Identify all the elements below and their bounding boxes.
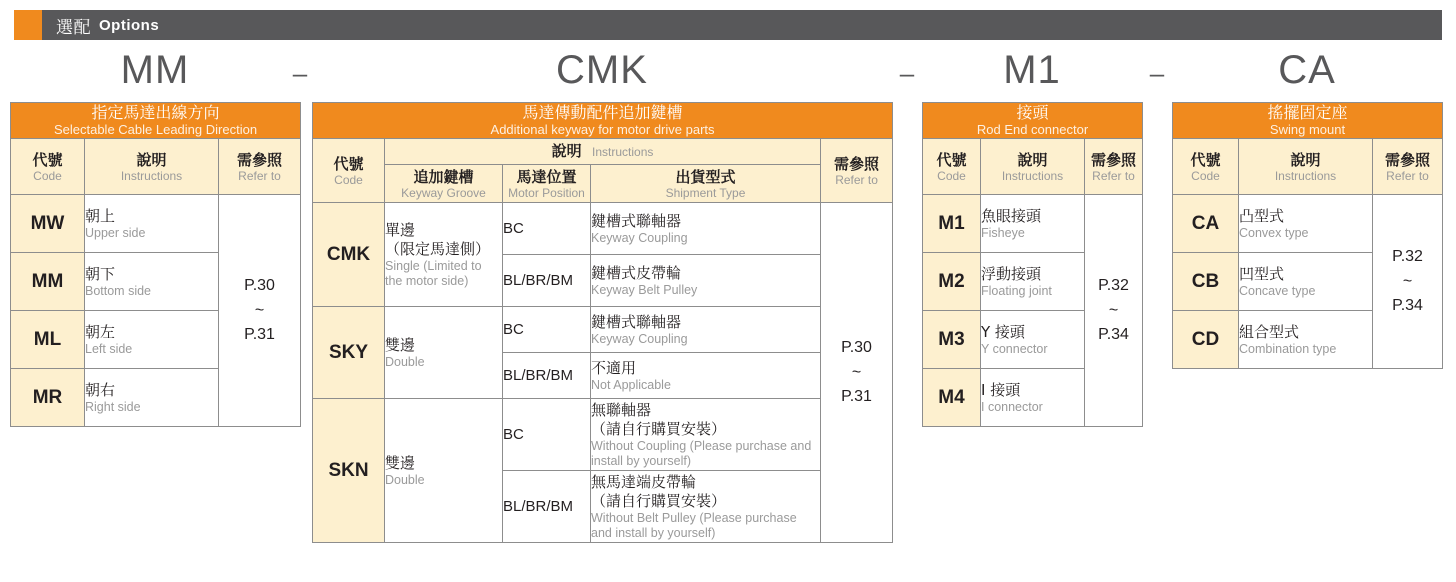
options-table-mm [10,102,301,427]
table-row [923,103,1143,139]
column-header-shipment-type: 出貨型式 Shipment Type [591,165,821,203]
row-desc-m2: 浮動接頭 Floating joint [981,253,1085,311]
row-code-sky: SKY [313,307,385,399]
row-desc-mw: 朝上 Upper side [85,195,219,253]
table-row [11,195,301,253]
header-bar [42,10,1442,40]
column-header-refer: 需參照 Refer to [1085,139,1143,195]
table-title-zh: 指定馬達出線方向 [91,103,220,122]
column-header-instructions: 說明 Instructions [981,139,1085,195]
table-title-mm [11,103,301,139]
table-row [313,399,893,471]
column-header-code: 代號 Code [923,139,981,195]
table-title-m1: 接頭 Rod End connector [923,103,1143,139]
header-accent-swatch [14,10,42,40]
row-motor-cmk-bc: BC [503,203,591,255]
row-code-cmk: CMK [313,203,385,307]
table-block-mm [10,102,301,427]
table-block-ca [1172,102,1443,369]
column-header-refer: 需參照 Refer to [1373,139,1443,195]
options-table-cmk [312,102,893,543]
row-code-m2: M2 [923,253,981,311]
row-shipment-cmk-blbrbm: 鍵槽式皮帶輪 Keyway Belt Pulley [591,255,821,307]
row-shipment-cmk-bc: 鍵槽式聯軸器 Keyway Coupling [591,203,821,255]
table-row [313,103,893,139]
table-header-row [313,139,893,165]
row-code-mr: MR [11,369,85,427]
column-header-refer: 需參照 Refer to [219,139,301,195]
column-header-code: 代號 Code [1173,139,1239,195]
options-table-m1 [922,102,1143,427]
row-code-ml: ML [11,311,85,369]
row-groove-cmk: 單邊 （限定馬達側） Single (Limited to the motor side) [385,203,503,307]
row-code-mw: MW [11,195,85,253]
separator-3: – [1149,58,1165,88]
refer-cell-mm: P.30 ~ P.31 [219,195,301,427]
row-desc-m3: Y 接頭 Y connector [981,311,1085,369]
table-header-row [1173,139,1443,195]
header-title-en: Options [99,16,160,34]
code-title-ca: CA [1278,48,1336,92]
row-motor-sky-blbrbm: BL/BR/BM [503,353,591,399]
table-block-cmk [312,102,893,543]
table-row [923,195,1143,253]
refer-cell-m1: P.32 ~ P.34 [1085,195,1143,427]
row-code-cb: CB [1173,253,1239,311]
refer-cell-ca: P.32 ~ P.34 [1373,195,1443,369]
row-desc-cd: 組合型式 Combination type [1239,311,1373,369]
row-desc-cb: 凹型式 Concave type [1239,253,1373,311]
column-header-code: 代號 Code [11,139,85,195]
row-desc-mm: 朝下 Bottom side [85,253,219,311]
code-title-cmk: CMK [556,48,648,92]
column-header-keyway-groove: 追加鍵槽 Keyway Groove [385,165,503,203]
row-groove-skn: 雙邊 Double [385,399,503,543]
row-groove-sky: 雙邊 Double [385,307,503,399]
options-header [14,10,1442,40]
row-desc-ca: 凸型式 Convex type [1239,195,1373,253]
row-code-cd: CD [1173,311,1239,369]
table-title-ca: 搖擺固定座 Swing mount [1173,103,1443,139]
code-titles [0,48,1456,92]
row-motor-skn-blbrbm: BL/BR/BM [503,471,591,543]
table-row [313,307,893,353]
code-title-mm: MM [120,48,190,92]
column-header-refer: 需參照 Refer to [821,139,893,203]
separator-1: – [292,58,308,88]
row-desc-ml: 朝左 Left side [85,311,219,369]
table-header-row [313,165,893,203]
table-row [1173,103,1443,139]
row-code-skn: SKN [313,399,385,543]
table-row [1173,195,1443,253]
row-code-mm: MM [11,253,85,311]
row-code-m1: M1 [923,195,981,253]
column-header-motor-position: 馬達位置 Motor Position [503,165,591,203]
row-desc-m1: 魚眼接頭 Fisheye [981,195,1085,253]
column-header-instructions: 說明 Instructions [85,139,219,195]
table-header-row [11,139,301,195]
row-shipment-skn-blbrbm: 無馬達端皮帶輪 （請自行購買安裝） Without Belt Pulley (Please purchase and install by yourself) [591,471,821,543]
table-header-row [923,139,1143,195]
options-table-ca [1172,102,1443,369]
row-motor-skn-bc: BC [503,399,591,471]
separator-2: – [899,58,915,88]
header-title-zh: 選配 [56,17,91,38]
row-shipment-sky-blbrbm: 不適用 Not Applicable [591,353,821,399]
table-row [313,203,893,255]
row-desc-m4: I 接頭 I connector [981,369,1085,427]
row-shipment-sky-bc: 鍵槽式聯軸器 Keyway Coupling [591,307,821,353]
row-shipment-skn-bc: 無聯軸器 （請自行購買安裝） Without Coupling (Please purchase and install by yourself) [591,399,821,471]
code-title-m1: M1 [1003,48,1061,92]
row-code-m4: M4 [923,369,981,427]
table-row [11,103,301,139]
refer-cell-cmk: P.30 ~ P.31 [821,203,893,543]
row-desc-mr: 朝右 Right side [85,369,219,427]
column-header-instructions: 說明 Instructions [1239,139,1373,195]
table-title-cmk: 馬達傳動配件追加鍵槽 Additional keyway for motor drive parts [313,103,893,139]
column-header-code: 代號 Code [313,139,385,203]
column-header-instructions: 說明 Instructions [385,139,821,165]
row-motor-cmk-blbrbm: BL/BR/BM [503,255,591,307]
row-code-ca: CA [1173,195,1239,253]
table-block-m1 [922,102,1143,427]
row-motor-sky-bc: BC [503,307,591,353]
table-title-en: Selectable Cable Leading Direction [53,122,258,138]
row-code-m3: M3 [923,311,981,369]
